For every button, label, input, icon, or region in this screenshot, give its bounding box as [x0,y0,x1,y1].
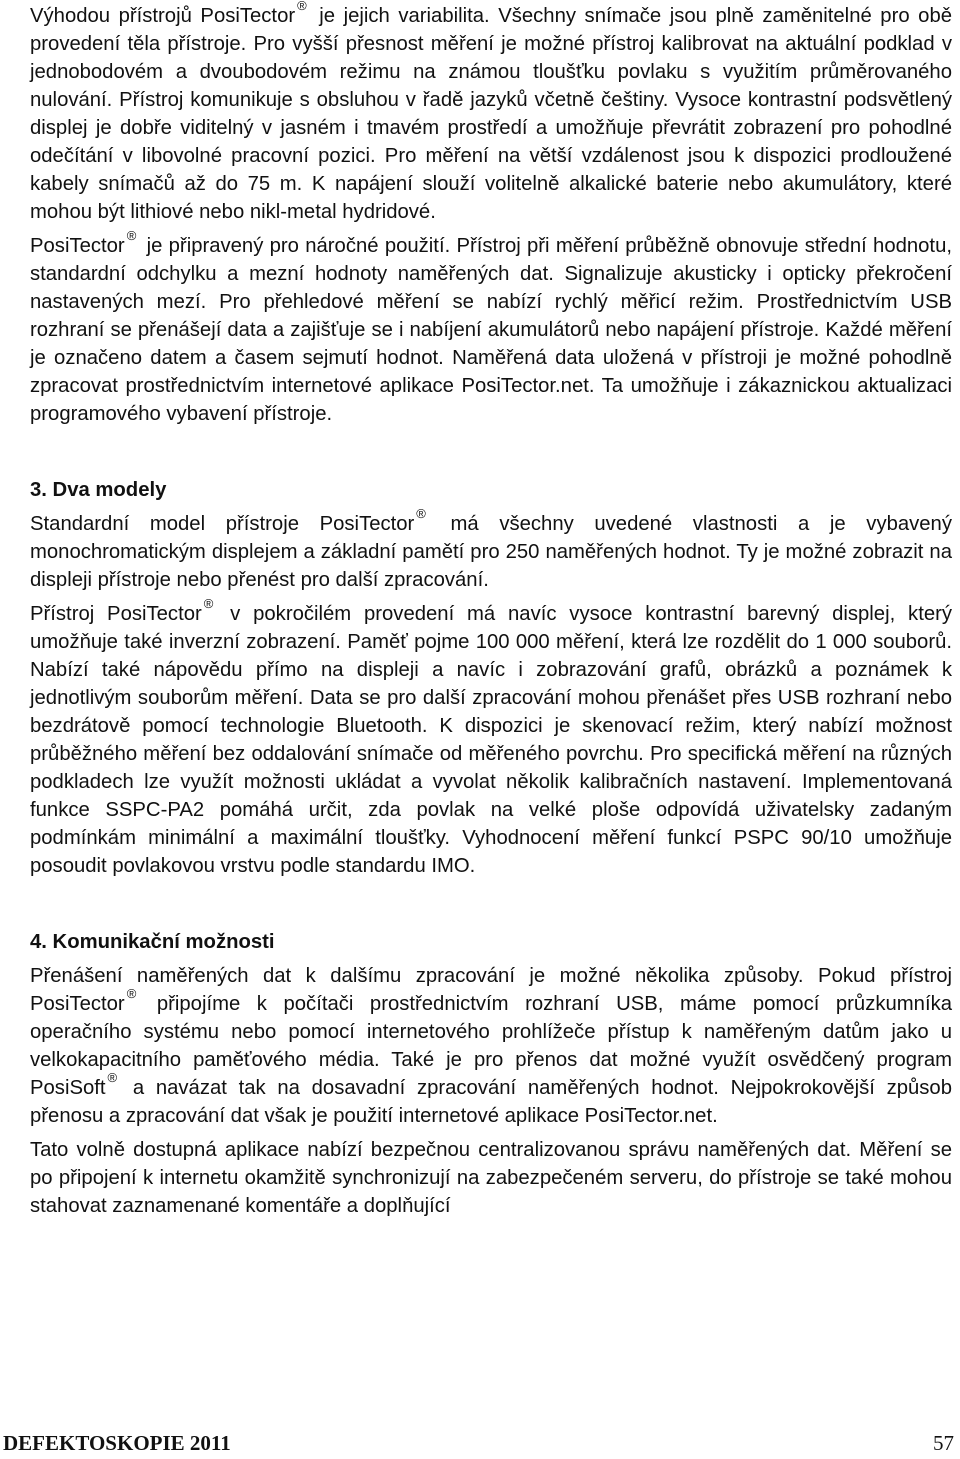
paragraph-text: v pokročilém provedení má navíc vysoce kontrastní barevný displej, který umožňuje také inverzní zobrazení. Paměť pojme 100 000 měření, která lze rozdělit do 1 000 souborů. Nabízí také nápovědu přímo na displeji a navíc i zobrazování grafů, obrázků a poznámek k jednotlivým souborům měření. Data se pro další zpracování mohou přenášet přes USB rozhraní nebo bezdrátově pomocí technologie Bluetooth. K dispozici je skenovací režim, který nabízí možnost průběžného měření bez oddalování snímače od měřeného povrchu. Pro specifická měření na různých podkladech lze využít možnosti ukládat a vyvolat několik kalibračních nastavení. Implementovaná funkce SSPC-PA2 pomáhá určit, zda povlak na velké ploše odpovídá uživatelsky zadaným podmínkám minimální a maximální tloušťky. Vyhodnocení měření funkcí PSPC 90/10 umožňuje posoudit povlakovou vrstvu podle standardu IMO. [30,603,952,877]
paragraph-text: Výhodou přístrojů PosiTector [30,5,296,27]
registered-mark: ® [126,228,137,244]
page-number: 57 [933,1431,954,1455]
paragraph-text: PosiTector [30,235,125,257]
section-heading: 3. Dva modely [30,479,167,501]
paragraph-text: Přístroj PosiTector [30,603,202,625]
paragraph: Tato volně dostupná aplikace nabízí bezpečnou centralizovanou správu naměřených dat. Měření se po připojení k internetu okamžitě synchronizují na zabezpečeném serveru, do přístroje se také mohou stahovat zaznamenané komentáře a doplňující [30,1139,952,1217]
paragraph-text: má všechny uvedené vlastnosti a je vybavený monochromatickým displejem a základní pamětí pro 250 naměřených hodnot. Ty je možné zobrazit na displeji přístroje nebo přenést pro další zpracování. [30,513,952,591]
page-footer [0,1428,960,1458]
registered-mark: ® [203,596,214,612]
paragraph-text: Standardní model přístroje PosiTector [30,513,415,535]
journal-title: DEFEKTOSKOPIE 2011 [3,1431,231,1455]
paragraph-text: je jejich variabilita. Všechny snímače jsou plně zaměnitelné pro obě provedení těla přístroje. Pro vyšší přesnost měření je možné přístroj kalibrovat na aktuální podklad v jednobodovém a dvoubodovém režimu na známou tloušťku povlaku s využitím průměrovaného nulování. Přístroj komunikuje s obsluhou v řadě jazyků včetně češtiny. Vysoce kontrastní podsvětlený displej je dobře viditelný v jasném i tmavém prostředí a umožňuje převrátit zobrazení pro pohodlné odečítání v libovolné pracovní pozici. Pro měření na větší vzdálenost jsou k dispozici prodloužené kabely snímačů až do 75 m. K napájení slouží volitelně alkalické baterie nebo akumulátory, které mohou být lithiové nebo nikl-metal hydridové. [30,5,952,223]
paragraph-text: a navázat tak na dosavadní zpracování naměřených hodnot. Nejpokrokovější způsob přenosu a zpracování dat však je použití internetové aplikace PosiTector.net. [30,1077,952,1127]
paragraph-text: je připravený pro náročné použití. Přístroj při měření průběžně obnovuje střední hodnotu, standardní odchylku a mezní hodnoty naměřených dat. Signalizuje akusticky i opticky překročení nastavených mezí. Pro přehledové měření se nabízí rychlý měřicí režim. Prostřednictvím USB rozhraní se přenášejí data a zajišťuje se i nabíjení akumulátorů nebo napájení přístroje. Každé měření je označeno datem a časem sejmutí hodnot. Naměřená data uložená v přístroji je možné pohodlně zpracovat prostřednictvím internetové aplikace PosiTector.net. Ta umožňuje i zákaznickou aktualizaci programového vybavení přístroje. [30,235,952,425]
paragraph [30,506,952,594]
registered-mark: ® [416,506,426,522]
paragraph-text: Přenášení naměřených dat k dalšímu zpracování je možné několika způsoby. Pokud přístroj PosiTector [30,965,952,1015]
paragraph [30,596,952,880]
paragraph [30,962,952,1130]
registered-mark: ® [107,1070,118,1086]
paragraph [30,228,952,428]
paragraph [30,2,952,226]
registered-mark: ® [297,0,307,14]
section-heading: 4. Komunikační možnosti [30,931,275,953]
paragraph-text: připojíme k počítači prostřednictvím rozhraní USB, máme pomocí průzkumníka operačního systému nebo pomocí internetového prohlížeče přístup k naměřeným datům jako u velkokapacitního paměťového média. Také je pro přenos dat možné využít osvědčený program PosiSoft [30,993,953,1099]
registered-mark: ® [126,986,137,1002]
document-body [30,2,952,1220]
